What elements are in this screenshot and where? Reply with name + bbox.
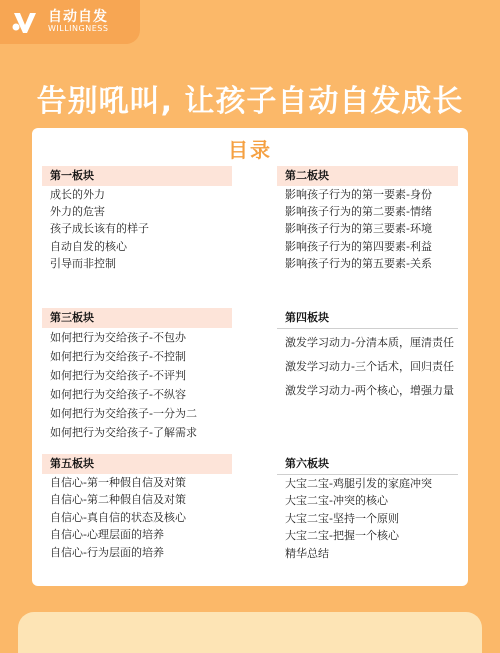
toc-item: 影响孩子行为的第一要素-身份 [285, 188, 432, 201]
section-heading: 第三板块 [42, 308, 232, 328]
section-heading: 第四板块 [277, 308, 458, 329]
toc-item: 影响孩子行为的第五要素-关系 [285, 256, 432, 270]
page-title: 告别吼叫, 让孩子自动自发成长 [36, 84, 464, 119]
section-heading: 第二板块 [277, 166, 458, 186]
section-items [42, 328, 232, 442]
toc-item: 大宝二宝-把握一个核心 [285, 529, 399, 543]
toc-item: 大宝二宝-坚持一个原则 [285, 511, 399, 525]
toc-item: 自信心-第一种假自信及对策 [50, 476, 186, 489]
section-5 [42, 454, 232, 561]
toc-item: 影响孩子行为的第三要素-环境 [285, 222, 432, 236]
brand-slogan: WILLINGNESS [48, 24, 109, 34]
section-heading: 第六板块 [277, 454, 458, 475]
brand-logo [0, 0, 140, 44]
section-items [42, 186, 232, 272]
toc-item: 激发学习动力-三个话术，回归责任 [285, 360, 454, 373]
toc-card [32, 128, 468, 586]
section-heading: 第一板块 [42, 166, 232, 186]
toc-item: 如何把行为交给孩子-不控制 [50, 350, 186, 363]
toc-item: 外力的危害 [50, 205, 105, 219]
toc-item: 如何把行为交给孩子-一分为二 [50, 407, 197, 420]
brand-name: 自动自发 [48, 8, 108, 25]
toc-item: 自动自发的核心 [50, 239, 127, 253]
toc-item: 自信心-第二种假自信及对策 [50, 493, 186, 507]
toc-item: 自信心-真自信的状态及核心 [50, 510, 186, 524]
section-items [277, 331, 458, 403]
toc-item: 如何把行为交给孩子-不包办 [50, 331, 186, 344]
toc-item: 成长的外力 [50, 188, 105, 201]
section-items [42, 474, 232, 561]
section-4 [277, 308, 458, 403]
willingness-logo-icon [10, 7, 40, 37]
section-heading: 第五板块 [42, 454, 232, 474]
section-2 [277, 166, 458, 272]
toc-item: 引导而非控制 [50, 256, 116, 270]
toc-item: 大宝二宝-鸡腿引发的家庭冲突 [285, 477, 432, 490]
toc-title: 目录 [228, 138, 272, 162]
section-6 [277, 454, 458, 562]
section-3 [42, 308, 232, 442]
toc-item: 如何把行为交给孩子-不纵容 [50, 388, 186, 401]
toc-item: 自信心-行为层面的培养 [50, 545, 164, 559]
decorative-bottom-band [18, 612, 482, 653]
section-items [277, 186, 458, 272]
toc-item: 影响孩子行为的第二要素-情绪 [285, 205, 432, 219]
toc-item: 孩子成长该有的样子 [50, 222, 149, 236]
section-items [277, 475, 458, 562]
toc-item: 激发学习动力-两个核心，增强力量 [285, 384, 454, 397]
toc-item: 激发学习动力-分清本质，厘清责任 [285, 336, 454, 349]
toc-item: 大宝二宝-冲突的核心 [285, 494, 388, 508]
toc-item: 如何把行为交给孩子-了解需求 [50, 426, 197, 439]
brand-text [48, 10, 108, 34]
toc-item: 如何把行为交给孩子-不评判 [50, 369, 186, 382]
section-1 [42, 166, 232, 272]
toc-item: 影响孩子行为的第四要素-利益 [285, 239, 432, 253]
toc-item: 自信心-心理层面的培养 [50, 528, 164, 542]
toc-item: 精华总结 [285, 546, 329, 560]
